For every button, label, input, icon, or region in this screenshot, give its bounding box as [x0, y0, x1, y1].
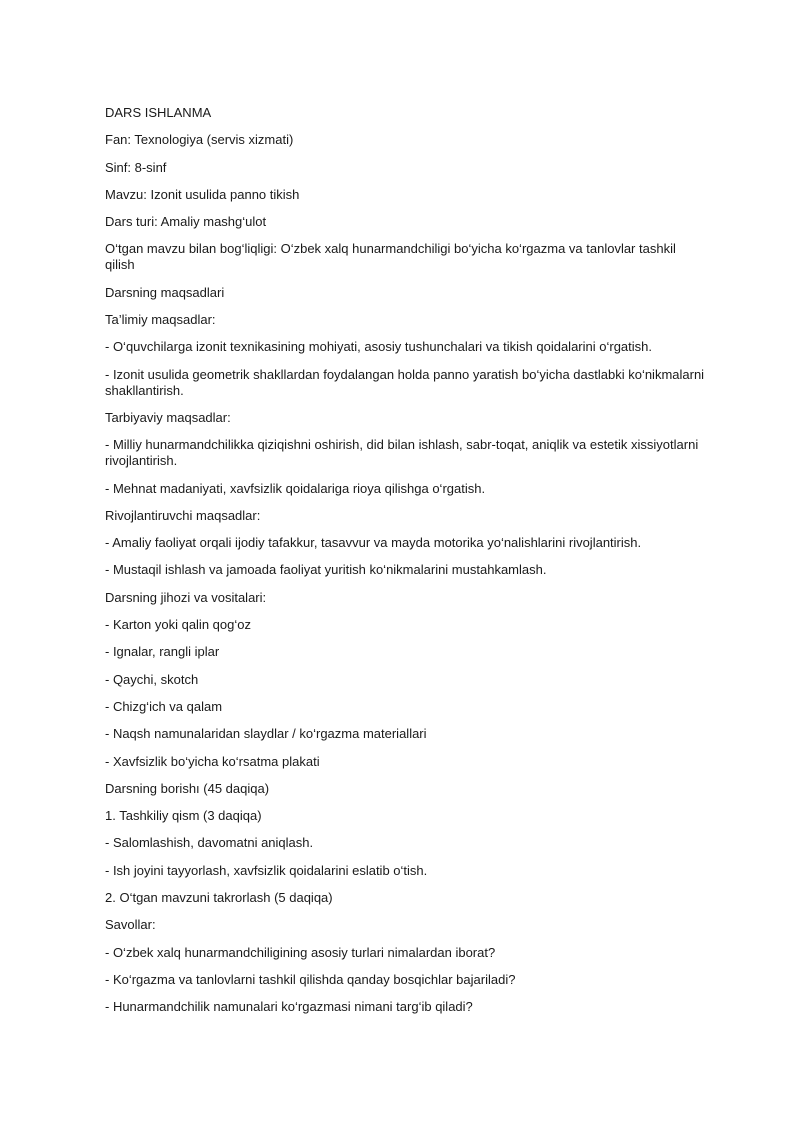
bullet-item: - Mustaqil ishlash va jamoada faoliyat yuritish ko‘nikmalarini mustahkamlash.: [105, 562, 547, 578]
bullet-item: - Qaychi, skotch: [105, 671, 199, 687]
document-page: [105, 105, 705, 1027]
bullet-item: - Ish joyini tayyorlash, xavfsizlik qoidalarini eslatib o‘tish.: [105, 862, 428, 878]
step-heading: 2. O‘tgan mavzuni takrorlash (5 daqiqa): [105, 890, 333, 906]
bullet-item: - Hunarmandchilik namunalari ko‘rgazmasi nimani targ‘ib qiladi?: [105, 999, 473, 1015]
bullet-item: - Ko‘rgazma va tanlovlarni tashkil qilishda qanday bosqichlar bajariladi?: [105, 971, 516, 987]
bullet-item: - Amaliy faoliyat orqali ijodiy tafakkur, tasavvur va mayda motorika yo‘nalishlarini rivojlantirish.: [105, 535, 642, 551]
lesson-type-line: Dars turi: Amaliy mashg‘ulot: [105, 214, 267, 230]
subject-line: Fan: Texnologiya (servis xizmati): [105, 132, 294, 148]
bullet-item: - Naqsh namunalaridan slaydlar / ko‘rgazma materiallari: [105, 726, 427, 742]
step-heading: 1. Tashkiliy qism (3 daqiqa): [105, 808, 262, 824]
document-title: DARS ISHLANMA: [105, 105, 212, 120]
bullet-item: - Chizg‘ich va qalam: [105, 698, 223, 714]
subheading-educational: Ta’limiy maqsadlar:: [105, 312, 216, 328]
bullet-item: - Ignalar, rangli iplar: [105, 644, 220, 660]
bullet-item: - O‘quvchilarga izonit texnikasining mohiyati, asosiy tushunchalari va tikish qoidalarini o‘rgatish.: [105, 339, 652, 355]
topic-line: Mavzu: Izonit usulida panno tikish: [105, 186, 300, 202]
section-heading-equipment: Darsning jihozi va vositalari:: [105, 589, 267, 605]
grade-line: Sinf: 8-sinf: [105, 159, 167, 175]
section-heading-procedure: Darsning borishı (45 daqiqa): [105, 780, 270, 796]
bullet-item: - O‘zbek xalq hunarmandchiligining asosiy turlari nimalardan iborat?: [105, 944, 496, 960]
bullet-item: - Salomlashish, davomatni aniqlash.: [105, 835, 314, 851]
bullet-item: - Xavfsizlik bo‘yicha ko‘rsatma plakati: [105, 753, 320, 769]
bullet-item: - Karton yoki qalin qog‘oz: [105, 617, 251, 633]
subheading-developmental: Rivojlantiruvchi maqsadlar:: [105, 507, 261, 523]
bullet-item: - Izonit usulida geometrik shakllardan foydalangan holda panno yaratish bo‘yicha dastlabki ko‘nikmalarni shakllantirish.: [105, 366, 705, 398]
bullet-item: - Mehnat madaniyati, xavfsizlik qoidalariga rioya qilishga o‘rgatish.: [105, 480, 486, 496]
subheading-questions: Savollar:: [105, 917, 156, 933]
section-heading-goals: Darsning maqsadlari: [105, 284, 225, 300]
subheading-upbringing: Tarbiyaviy maqsadlar:: [105, 409, 231, 425]
previous-topic-link: O‘tgan mavzu bilan bog‘liqligi: O‘zbek xalq hunarmandchiligi bo‘yicha ko‘rgazma va tanlovlar tashkil qilish: [105, 241, 676, 273]
bullet-item: - Milliy hunarmandchilikka qiziqishni oshirish, did bilan ishlash, sabr-toqat, aniqlik va estetik xissiyotlarni rivojlantirish.: [105, 437, 699, 469]
